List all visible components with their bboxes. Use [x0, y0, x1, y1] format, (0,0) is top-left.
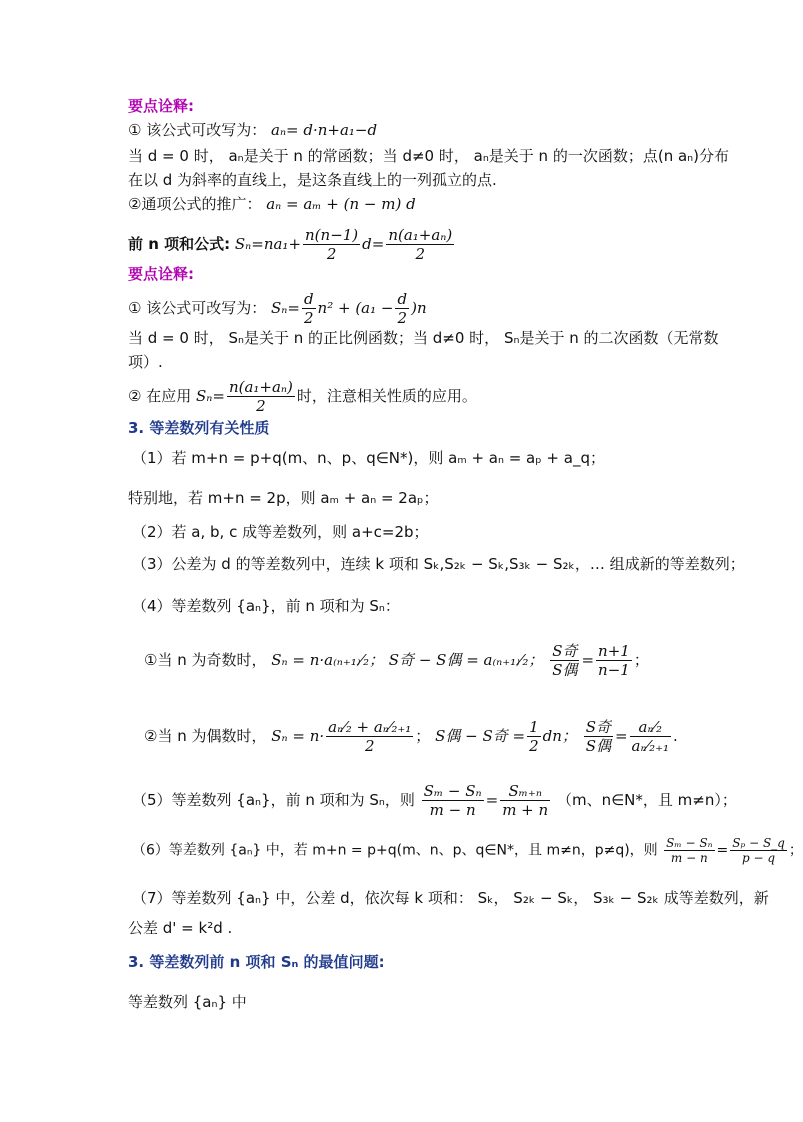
- property-1b: 特别地，若 m+n = 2p，则 aₘ + aₙ = 2aₚ；: [128, 489, 439, 507]
- fraction: $\frac{\text{Sₘ − Sₙ}}{m - n}$: [423, 782, 482, 819]
- fraction: $\frac{\text{S奇}}{\text{S偶}}$: [585, 718, 611, 755]
- para-line: 当 d = 0 时， aₙ是关于 n 的常函数；当 d≠0 时， aₙ是关于 n 的一次函数；点(n aₙ)分布: [128, 147, 729, 165]
- rewrite-line: ① 该公式可改写为： aₙ= d·n+a₁−d: [128, 121, 378, 139]
- property-4: （4）等差数列 {aₙ}，前 n 项和为 Sₙ：: [132, 597, 400, 615]
- property-3: （3）公差为 d 的等差数列中，连续 k 项和 Sₖ,S₂ₖ − Sₖ,S₃ₖ − S₂ₖ，… 组成新的等差数列；: [132, 555, 745, 573]
- fraction: $\frac{\text{Sₘ − Sₙ}}{m - n}$: [666, 836, 713, 865]
- note-heading-1: 要点诠释:: [128, 97, 194, 115]
- general-term-line: ②通项公式的推广： aₙ = aₘ + (n − m) d: [128, 195, 416, 213]
- fraction: $\frac{\text{Sₚ − S\_q}}{p - q}$: [732, 836, 785, 865]
- property-7: （7）等差数列 {aₙ} 中，公差 d，依次每 k 项和： Sₖ， S₂ₖ − Sₖ， S₃ₖ − S₂ₖ 成等差数列，新: [132, 889, 769, 907]
- property-5: （5）等差数列 {aₙ}，前 n 项和为 Sₙ，则 $\frac{\text{Sₘ − Sₙ}}{m - n}$ = $\frac{\text{Sₘ₊ₙ}}{m + n}$ （m、n∈N*，且 m≠n）；: [132, 782, 737, 819]
- fraction: $\frac{\text{Sₘ₊ₙ}}{m + n}$: [502, 782, 549, 819]
- sum-formula-line: 前 n 项和公式: Sₙ=na₁+ $\frac{n(n-1)}{2}$ d= $\frac{\text{n(a₁+aₙ)}}{2}$: [128, 226, 453, 263]
- section-title-extremum: 3. 等差数列前 n 项和 Sₙ 的最值问题:: [128, 953, 385, 971]
- fraction: $\frac{d}{2}$: [303, 290, 314, 327]
- fraction: $\frac{\text{n(a₁+aₙ)}}{2}$: [228, 378, 293, 415]
- extremum-intro: 等差数列 {aₙ} 中: [128, 993, 247, 1011]
- apply-line: ② 在应用 Sₙ= $\frac{\text{n(a₁+aₙ)}}{2}$ 时，注意相关性质的应用。: [128, 378, 477, 415]
- fraction: $\frac{\text{aₙ⁄₂ + aₙ⁄₂₊₁}}{2}$: [328, 718, 412, 755]
- fraction: $\frac{\text{S奇}}{\text{S偶}}$: [552, 642, 578, 679]
- fraction: $\frac{1}{2}$: [529, 718, 539, 755]
- fraction: $\frac{d}{2}$: [397, 290, 408, 327]
- section-title-properties: 3. 等差数列有关性质: [128, 419, 270, 437]
- property-1: （1）若 m+n = p+q(m、n、p、q∈N*)，则 aₘ + aₙ = aₚ + a_q；: [132, 449, 605, 467]
- sum-rewrite-line: ① 该公式可改写为： Sₙ= $\frac{d}{2}$ n² + (a₁ − $\frac{d}{2}$ )n: [128, 290, 427, 327]
- para-line: 在以 d 为斜率的直线上，是这条直线上的一列孤立的点.: [128, 171, 497, 189]
- property-7b: 公差 d' = k²d .: [128, 919, 233, 937]
- fraction: $\frac{\text{aₙ⁄₂}}{\text{aₙ⁄₂₊₁}}$: [631, 718, 670, 755]
- property-6: （6）等差数列 {aₙ} 中，若 m+n = p+q(m、n、p、q∈N*，且 m≠n，p≠q)，则 $\frac{\text{Sₘ − Sₙ}}{m - n}$ = $\frac{\text{Sₚ − S\_q}}{p - q}$ ；: [132, 836, 803, 865]
- fraction: $\frac{n(n-1)}{2}$: [305, 226, 359, 263]
- fraction: $\frac{n+1}{n-1}$: [598, 642, 630, 679]
- fraction: $\frac{\text{n(a₁+aₙ)}}{2}$: [388, 226, 453, 263]
- para-line: 项）.: [128, 353, 163, 371]
- property-2: （2）若 a, b, c 成等差数列，则 a+c=2b；: [132, 523, 429, 541]
- note-heading-2: 要点诠释:: [128, 265, 194, 283]
- para-line: 当 d = 0 时， Sₙ是关于 n 的正比例函数；当 d≠0 时， Sₙ是关于 n 的二次函数（无常数: [128, 329, 719, 347]
- property-4b: ②当 n 为偶数时， Sₙ = n· $\frac{\text{aₙ⁄₂ + aₙ⁄₂₊₁}}{2}$ ； S偶 − S奇 = $\frac{1}{2}$ dn； $\frac{\text{S奇}}{\text{S偶}}$ = $\frac{\text{aₙ⁄₂}}{\text{aₙ⁄₂₊₁}}$ .: [144, 718, 678, 755]
- property-4a: ①当 n 为奇数时， Sₙ = n·a₍ₙ₊₁₎⁄₂； S奇 − S偶 = a₍ₙ₊₁₎⁄₂； $\frac{\text{S奇}}{\text{S偶}}$ = $\frac{n+1}{n-1}$ ；: [144, 642, 649, 679]
